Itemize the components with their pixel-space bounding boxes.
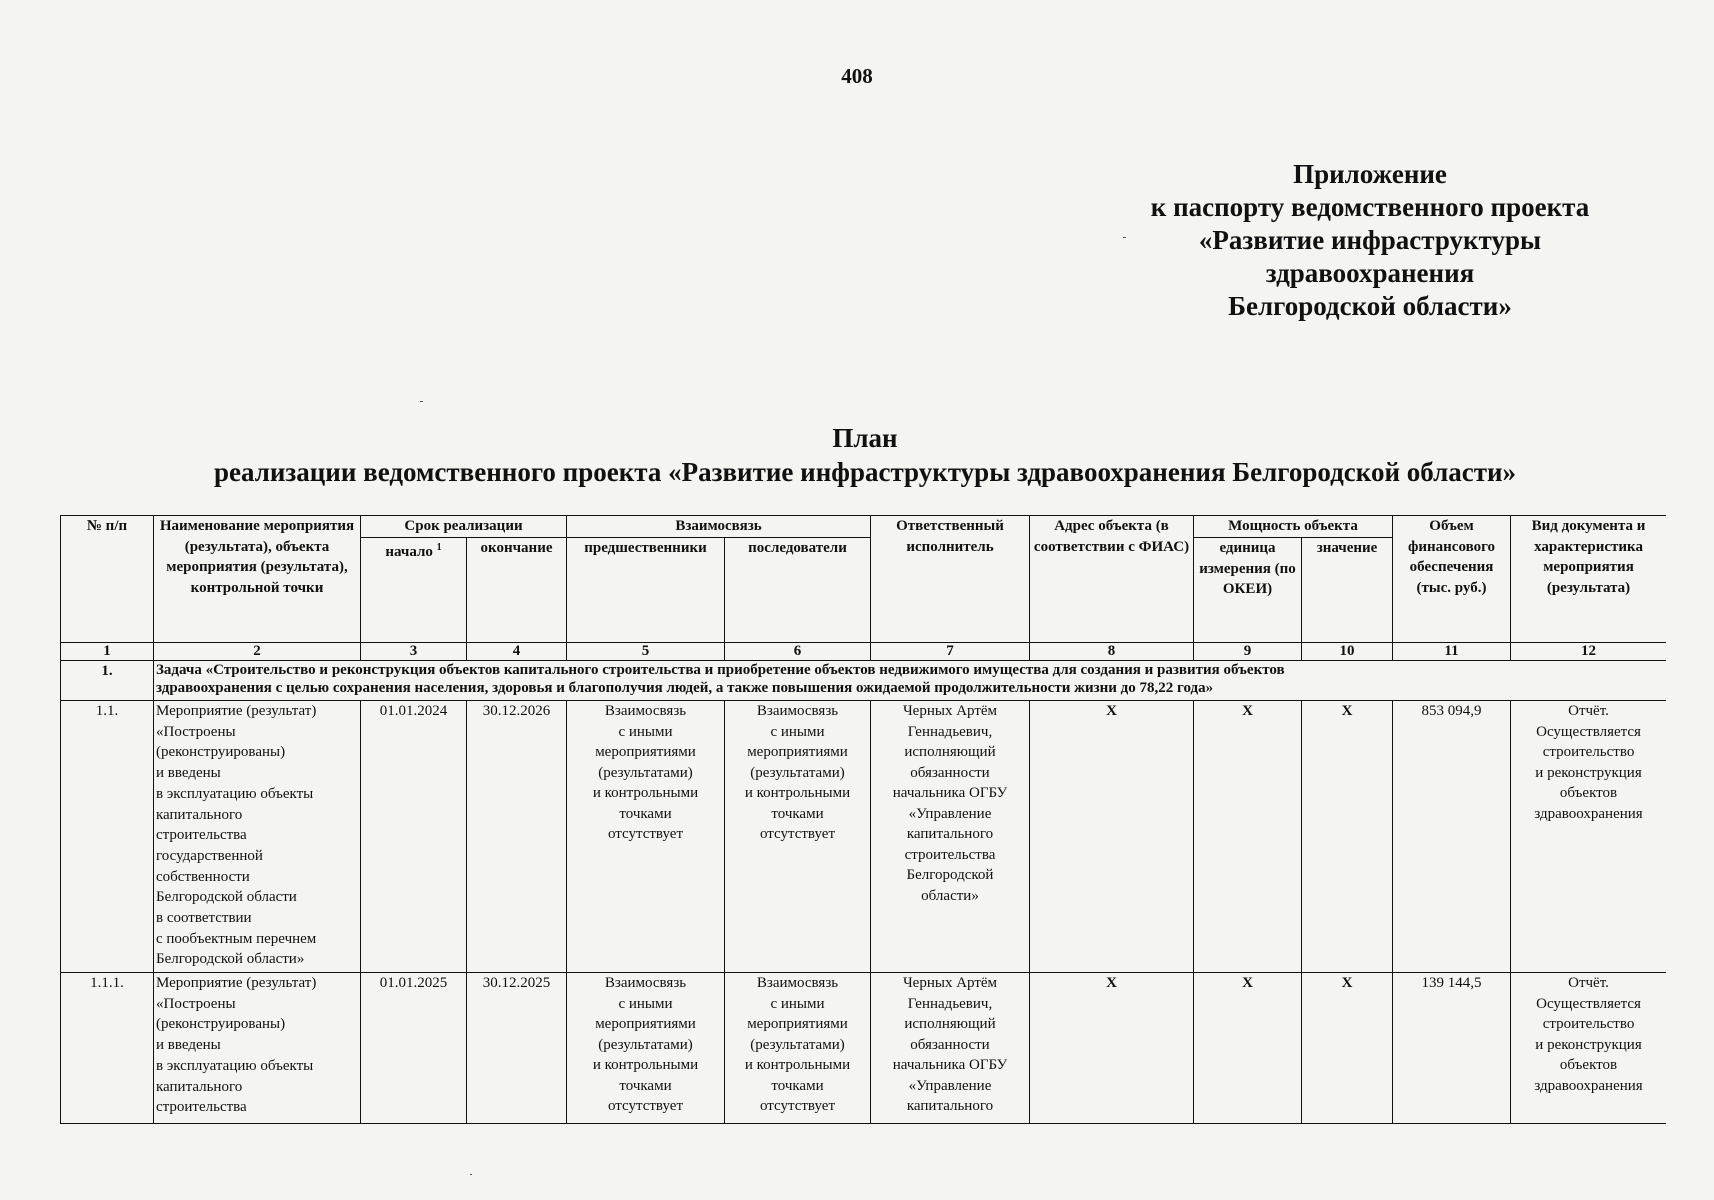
row-start: 01.01.2025 xyxy=(361,973,467,1124)
row-end: 30.12.2026 xyxy=(467,701,567,973)
column-number: 5 xyxy=(567,643,725,661)
header-doc: Вид документа и характеристика мероприятия (результата) xyxy=(1511,516,1666,643)
table-row xyxy=(61,973,1667,1124)
row-value: Х xyxy=(1302,973,1393,1124)
column-number: 11 xyxy=(1393,643,1511,661)
task-row xyxy=(61,661,1667,701)
footnote-marker: 1 xyxy=(436,542,442,553)
row-unit: Х xyxy=(1194,701,1302,973)
scan-speck xyxy=(470,1174,472,1175)
column-number: 4 xyxy=(467,643,567,661)
header-address: Адрес объекта (в соответствии с ФИАС) xyxy=(1030,516,1194,643)
column-number: 7 xyxy=(871,643,1030,661)
column-number: 8 xyxy=(1030,643,1194,661)
page-number: 408 xyxy=(841,64,873,88)
header-link-group: Взаимосвязь xyxy=(567,516,871,538)
header-funding: Объем финансового обеспечения (тыс. руб.) xyxy=(1393,516,1511,643)
header-term-group: Срок реализации xyxy=(361,516,567,538)
plan-title-line1: План xyxy=(832,423,898,453)
row-num: 1.1. xyxy=(61,701,154,973)
header-successors: последователи xyxy=(725,538,871,643)
header-predecessors: предшественники xyxy=(567,538,725,643)
column-number: 3 xyxy=(361,643,467,661)
column-number: 12 xyxy=(1511,643,1666,661)
row-doc: Отчёт. Осуществляется строительство и реконструкция объектов здравоохранения xyxy=(1511,701,1666,973)
header-end: окончание xyxy=(467,538,567,643)
plan-title xyxy=(0,421,1714,489)
column-number: 10 xyxy=(1302,643,1393,661)
row-address: Х xyxy=(1030,701,1194,973)
row-executor: Черных Артём Геннадьевич, исполняющий обязанности начальника ОГБУ «Управление капитального xyxy=(871,973,1030,1124)
row-successors: Взаимосвязь с иными мероприятиями (результатами) и контрольными точками отсутствует xyxy=(725,973,871,1124)
header-start xyxy=(361,538,467,643)
row-num: 1.1.1. xyxy=(61,973,154,1124)
header-capacity-group: Мощность объекта xyxy=(1194,516,1393,538)
row-start: 01.01.2024 xyxy=(361,701,467,973)
task-text xyxy=(154,661,1667,701)
row-name: Мероприятие (результат) «Построены (реконструированы) и введены в эксплуатацию объекты капитального строительства государственной собственности Белгородской области в соответствии с пообъектным перечнем Белгородской области» xyxy=(154,701,361,973)
appendix-line: к паспорту ведомственного проекта xyxy=(1150,192,1590,222)
plan-table xyxy=(60,515,1666,1124)
row-successors: Взаимосвязь с иными мероприятиями (результатами) и контрольными точками отсутствует xyxy=(725,701,871,973)
row-end: 30.12.2025 xyxy=(467,973,567,1124)
column-numbers-row xyxy=(61,643,1667,661)
row-unit: Х xyxy=(1194,973,1302,1124)
scan-speck xyxy=(1123,237,1126,238)
row-executor: Черных Артём Геннадьевич, исполняющий обязанности начальника ОГБУ «Управление капитального строительства Белгородской области» xyxy=(871,701,1030,973)
scan-speck xyxy=(420,401,423,402)
header-name: Наименование мероприятия (результата), объекта мероприятия (результата), контрольной точки xyxy=(154,516,361,643)
appendix-line: Белгородской области» xyxy=(1228,291,1512,321)
header-unit: единица измерения (по ОКЕИ) xyxy=(1194,538,1302,643)
column-number: 2 xyxy=(154,643,361,661)
row-name: Мероприятие (результат) «Построены (реконструированы) и введены в эксплуатацию объекты капитального строительства xyxy=(154,973,361,1124)
plan-table-wrapper xyxy=(60,515,1666,1134)
row-predecessors: Взаимосвязь с иными мероприятиями (результатами) и контрольными точками отсутствует xyxy=(567,973,725,1124)
appendix-line: Приложение xyxy=(1293,159,1447,189)
column-number: 9 xyxy=(1194,643,1302,661)
header-start-label: начало xyxy=(385,544,433,560)
table-row xyxy=(61,701,1667,973)
task-number: 1. xyxy=(61,661,154,701)
row-address: Х xyxy=(1030,973,1194,1124)
plan-title-line2: реализации ведомственного проекта «Развитие инфраструктуры здравоохранения Белгородской области» xyxy=(213,457,1517,487)
task-text-line2: здравоохранения с целью сохранения населения, здоровья и благополучия людей, а также повышения ожидаемой продолжительности жизни до 78,22 года» xyxy=(156,680,1214,696)
header-num: № п/п xyxy=(61,516,154,643)
appendix-line: здравоохранения xyxy=(1265,258,1475,288)
row-funding: 139 144,5 xyxy=(1393,973,1511,1124)
row-doc: Отчёт. Осуществляется строительство и реконструкция объектов здравоохранения xyxy=(1511,973,1666,1124)
header-executor: Ответственный исполнитель xyxy=(871,516,1030,643)
appendix-line: «Развитие инфраструктуры xyxy=(1198,225,1542,255)
column-number: 1 xyxy=(61,643,154,661)
column-number: 6 xyxy=(725,643,871,661)
row-predecessors: Взаимосвязь с иными мероприятиями (результатами) и контрольными точками отсутствует xyxy=(567,701,725,973)
appendix-block xyxy=(1140,158,1600,323)
header-value: значение xyxy=(1302,538,1393,643)
row-value: Х xyxy=(1302,701,1393,973)
row-funding: 853 094,9 xyxy=(1393,701,1511,973)
task-text-line1: Задача «Строительство и реконструкция объектов капитального строительства и приобретение объектов недвижимого имущества для создания и развития объектов xyxy=(156,662,1285,678)
